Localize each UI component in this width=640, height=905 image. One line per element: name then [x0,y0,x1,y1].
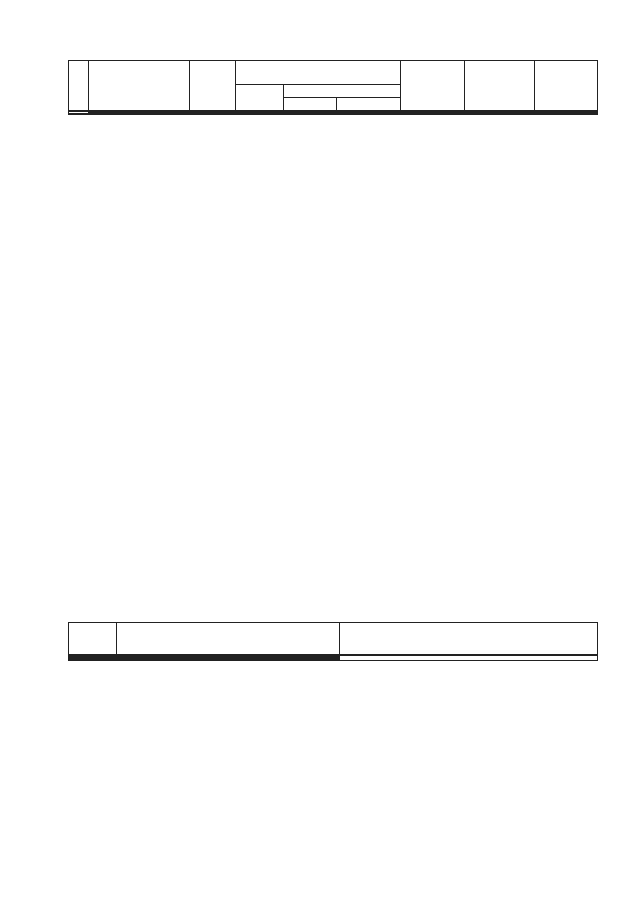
header-indicators [88,61,189,111]
row-label [88,114,189,115]
t2-header-types [116,623,340,655]
cell [401,114,465,115]
header-emergency [401,61,465,111]
t2-header-num [69,623,117,655]
header-itogo [535,61,598,111]
restrictions-cell [340,656,598,661]
header-solid [283,98,337,111]
felling-table [68,60,598,115]
cell [535,114,598,115]
cell [465,114,535,115]
cell [337,114,401,115]
header-selective [337,98,401,111]
t2-header-restrictions [340,623,598,655]
header-illiquid [465,61,535,111]
t2-row-num [69,660,117,661]
header-unit [189,61,235,111]
header-total [235,85,283,111]
t2-row-type [116,660,340,661]
row-unit [189,114,235,115]
group-num [69,114,89,115]
header-incl [283,85,401,98]
restrictions-table [68,622,598,661]
header-felling-group [235,61,401,85]
cell [235,114,283,115]
header-num [69,61,89,111]
cell [283,114,337,115]
